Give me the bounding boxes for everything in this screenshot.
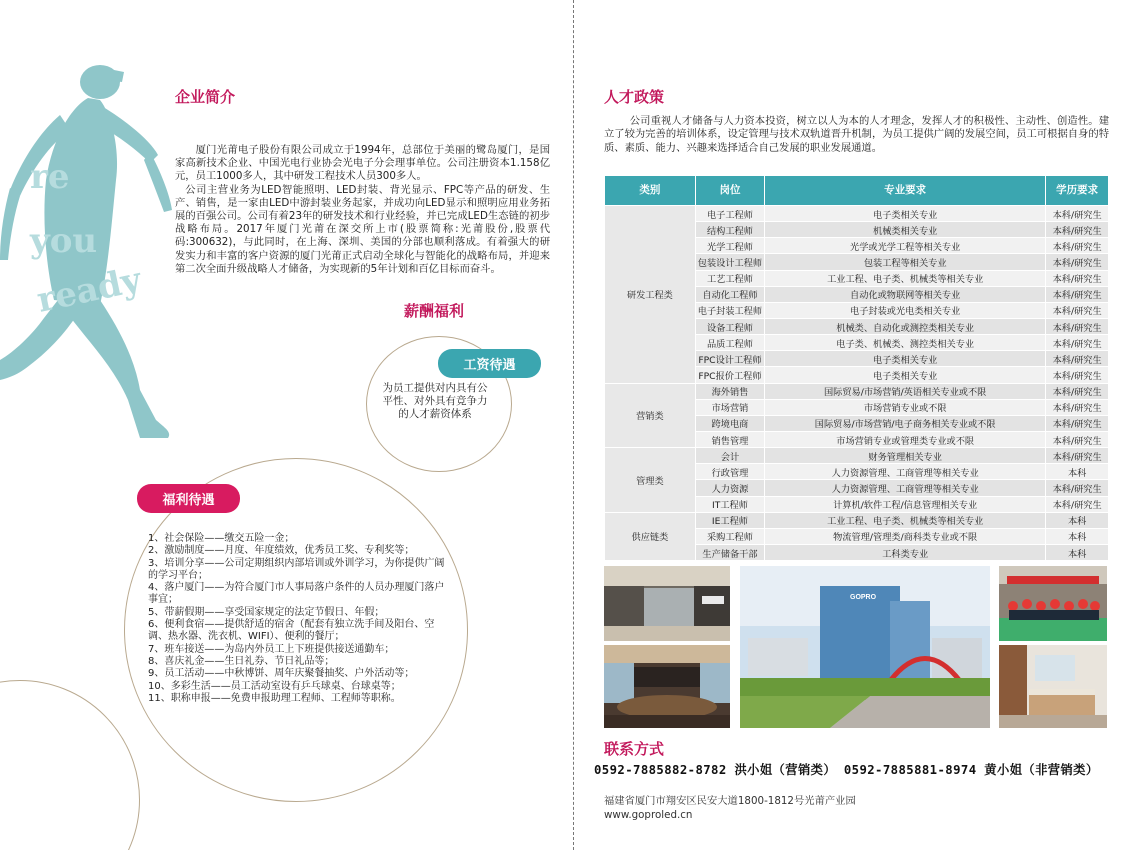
runner-silhouette bbox=[0, 60, 180, 445]
table-cell-position: 结构工程师 bbox=[695, 222, 764, 238]
table-cell-position: 品质工程师 bbox=[695, 335, 764, 351]
table-cell-education: 本科/研究生 bbox=[1046, 399, 1109, 415]
runner-letter-re: re bbox=[30, 157, 70, 197]
website-link[interactable]: www.goproled.cn bbox=[604, 808, 693, 821]
welfare-item: 10、多彩生活——员工活动室设有乒乓球桌、台球桌等； bbox=[148, 680, 401, 692]
table-cell-major: 电子类相关专业 bbox=[765, 351, 1046, 367]
table-cell-education: 本科/研究生 bbox=[1046, 286, 1109, 302]
intro-paragraph-1: 厦门光莆电子股份有限公司成立于1994年，总部位于美丽的鹭岛厦门，是国家高新技术企业、中国光电行业协会光电子分会理事单位。公司注册资本1.158亿元，员工1000多人，其中研发工程技术人员300多人。 bbox=[175, 144, 550, 183]
table-cell-education: 本科/研究生 bbox=[1046, 496, 1109, 512]
welfare-item: 6、便利食宿——提供舒适的宿舍（配套有独立洗手间及阳台、空调、热水器、洗衣机、WIFI）、便利的餐厅； bbox=[148, 619, 435, 643]
table-cell-education: 本科/研究生 bbox=[1046, 270, 1109, 286]
table-cell-position: IT工程师 bbox=[695, 496, 764, 512]
table-cell-major: 国际贸易/市场营销/英语相关专业或不限 bbox=[765, 383, 1046, 399]
fold-line bbox=[573, 0, 574, 850]
bottom-left-ring bbox=[0, 680, 140, 850]
photo-dormitory bbox=[999, 645, 1107, 728]
table-cell-category: 供应链类 bbox=[605, 512, 696, 560]
table-cell-position: 自动化工程师 bbox=[695, 286, 764, 302]
table-cell-position: 人力资源 bbox=[695, 480, 764, 496]
table-cell-major: 工科类专业 bbox=[765, 544, 1046, 560]
table-cell-position: 电子封装工程师 bbox=[695, 302, 764, 318]
table-cell-education: 本科/研究生 bbox=[1046, 302, 1109, 318]
table-cell-education: 本科/研究生 bbox=[1046, 431, 1109, 447]
runner-letter-you: you bbox=[30, 221, 98, 261]
header-education: 学历要求 bbox=[1046, 176, 1109, 206]
table-cell-major: 电子类相关专业 bbox=[765, 367, 1046, 383]
address-block bbox=[604, 795, 856, 822]
photo-headquarters-building bbox=[740, 566, 990, 728]
building-sign: GOPRO bbox=[850, 594, 877, 601]
runner-letter-ready: ready bbox=[33, 259, 145, 321]
table-cell-major: 市场营销专业或不限 bbox=[765, 399, 1046, 415]
table-cell-education: 本科 bbox=[1046, 528, 1109, 544]
table-row bbox=[605, 512, 1109, 528]
table-cell-major: 市场营销专业或管理类专业或不限 bbox=[765, 431, 1046, 447]
table-cell-position: 包装设计工程师 bbox=[695, 254, 764, 270]
table-cell-education: 本科/研究生 bbox=[1046, 415, 1109, 431]
welfare-item: 4、落户厦门——为符合厦门市人事局落户条件的人员办理厦门落户事宜； bbox=[148, 582, 445, 606]
table-cell-category: 营销类 bbox=[605, 383, 696, 448]
welfare-item: 5、带薪假期——享受国家规定的法定节假日、年假； bbox=[148, 606, 385, 618]
table-cell-major: 人力资源管理、工商管理等相关专业 bbox=[765, 464, 1046, 480]
contact-title: 联系方式 bbox=[604, 740, 665, 758]
table-cell-major: 机械类、自动化或测控类相关专业 bbox=[765, 318, 1046, 334]
header-major: 专业要求 bbox=[765, 176, 1046, 206]
table-cell-education: 本科/研究生 bbox=[1046, 448, 1109, 464]
table-row bbox=[605, 206, 1109, 222]
intro-title: 企业简介 bbox=[175, 88, 236, 106]
table-cell-education: 本科/研究生 bbox=[1046, 480, 1109, 496]
table-cell-position: 工艺工程师 bbox=[695, 270, 764, 286]
table-cell-education: 本科 bbox=[1046, 544, 1109, 560]
table-cell-education: 本科/研究生 bbox=[1046, 335, 1109, 351]
table-row bbox=[605, 383, 1109, 399]
welfare-list bbox=[148, 533, 448, 705]
jobs-table bbox=[604, 175, 1109, 561]
address: 福建省厦门市翔安区民安大道1800-1812号光莆产业园 bbox=[604, 795, 856, 807]
benefits-title: 薪酬福利 bbox=[404, 302, 465, 320]
policy-title: 人才政策 bbox=[604, 88, 665, 106]
welfare-item: 1、社会保险——缴交五险一金； bbox=[148, 533, 295, 544]
table-cell-education: 本科/研究生 bbox=[1046, 206, 1109, 222]
table-cell-education: 本科 bbox=[1046, 512, 1109, 528]
table-cell-major: 财务管理相关专业 bbox=[765, 448, 1046, 464]
salary-text: 为员工提供对内具有公平性、对外具有竞争力的人才薪资体系 bbox=[382, 382, 488, 420]
photo-office-lobby bbox=[604, 566, 730, 641]
table-cell-position: 市场营销 bbox=[695, 399, 764, 415]
welfare-pill: 福利待遇 bbox=[137, 484, 240, 513]
table-cell-major: 国际贸易/市场营销/电子商务相关专业或不限 bbox=[765, 415, 1046, 431]
salary-pill: 工资待遇 bbox=[438, 349, 541, 378]
table-cell-education: 本科/研究生 bbox=[1046, 383, 1109, 399]
photo-meeting-room bbox=[604, 645, 730, 728]
table-cell-position: IE工程师 bbox=[695, 512, 764, 528]
intro-paragraph-2: 公司主营业务为LED智能照明、LED封装、背光显示、FPC等产品的研发、生产、销售，是一家由LED中游封装业务起家，并成功向LED显示和照明应用业务拓展的百强公司。公司有着23年的研发技术和行业经验，并已完成LED生态链的初步战略布局。2017年厦门光莆在深交所上市(股票简称:光莆股份,股票代码:300632)，与此同时，在上海、深圳、美国的分部也顺利落成。有着强大的研发实力和丰富的客户资源的厦门光莆正式启动全球化与智能化的战略布局，并迎来第二次全面升级战略人才储备，为实现新的5年计划和百亿目标而奋斗。 bbox=[175, 183, 550, 275]
table-cell-position: 光学工程师 bbox=[695, 238, 764, 254]
table-cell-education: 本科/研究生 bbox=[1046, 254, 1109, 270]
table-cell-position: 会计 bbox=[695, 448, 764, 464]
table-cell-position: 设备工程师 bbox=[695, 318, 764, 334]
table-cell-position: 行政管理 bbox=[695, 464, 764, 480]
table-cell-major: 包装工程等相关专业 bbox=[765, 254, 1046, 270]
table-cell-major: 机械类相关专业 bbox=[765, 222, 1046, 238]
welfare-item: 9、员工活动——中秋博饼、周年庆聚餐抽奖、户外活动等； bbox=[148, 668, 415, 680]
header-position: 岗位 bbox=[695, 176, 764, 206]
table-row bbox=[605, 448, 1109, 464]
table-cell-education: 本科/研究生 bbox=[1046, 367, 1109, 383]
table-cell-major: 光学或光学工程等相关专业 bbox=[765, 238, 1046, 254]
table-cell-position: 生产储备干部 bbox=[695, 544, 764, 560]
table-cell-major: 电子类、机械类、测控类相关专业 bbox=[765, 335, 1046, 351]
table-cell-education: 本科/研究生 bbox=[1046, 222, 1109, 238]
table-cell-major: 电子类相关专业 bbox=[765, 206, 1046, 222]
welfare-item: 3、培训分享——公司定期组织内部培训或外训学习，为你提供广阔的学习平台； bbox=[148, 557, 445, 581]
table-cell-education: 本科/研究生 bbox=[1046, 238, 1109, 254]
table-cell-education: 本科 bbox=[1046, 464, 1109, 480]
photo-team-event bbox=[999, 566, 1107, 641]
table-cell-category: 管理类 bbox=[605, 448, 696, 513]
table-cell-position: 跨境电商 bbox=[695, 415, 764, 431]
table-cell-education: 本科/研究生 bbox=[1046, 318, 1109, 334]
table-cell-major: 工业工程、电子类、机械类等相关专业 bbox=[765, 270, 1046, 286]
table-cell-position: 电子工程师 bbox=[695, 206, 764, 222]
table-cell-position: 销售管理 bbox=[695, 431, 764, 447]
table-cell-category: 研发工程类 bbox=[605, 206, 696, 384]
table-cell-major: 工业工程、电子类、机械类等相关专业 bbox=[765, 512, 1046, 528]
jobs-table-header bbox=[605, 176, 1109, 206]
table-cell-major: 计算机/软件工程/信息管理相关专业 bbox=[765, 496, 1046, 512]
table-cell-position: 海外销售 bbox=[695, 383, 764, 399]
contact-phones: 0592-7885882-8782 洪小姐（营销类） 0592-7885881-8974 黄小姐（非营销类） bbox=[594, 763, 1099, 777]
intro-body bbox=[175, 144, 550, 276]
header-category: 类别 bbox=[605, 176, 696, 206]
table-cell-position: FPC报价工程师 bbox=[695, 367, 764, 383]
table-cell-position: FPC设计工程师 bbox=[695, 351, 764, 367]
policy-text: 公司重视人才储备与人力资本投资，树立以人为本的人才理念，发挥人才的积极性、主动性、创造性。建立了较为完善的培训体系，设定管理与技术双轨道晋升机制，为员工提供广阔的发展空间，员工可根据自身的特质、素质、能力、兴趣来选择适合自己发展的职业发展通道。 bbox=[604, 115, 1109, 154]
table-cell-major: 自动化或物联网等相关专业 bbox=[765, 286, 1046, 302]
table-cell-major: 电子封装或光电类相关专业 bbox=[765, 302, 1046, 318]
welfare-item: 7、班车接送——为岛内外员工上下班提供接送通勤车； bbox=[148, 643, 395, 655]
table-cell-position: 采购工程师 bbox=[695, 528, 764, 544]
table-cell-major: 物流管理/管理类/商科类专业或不限 bbox=[765, 528, 1046, 544]
welfare-item: 2、激励制度——月度、年度绩效，优秀员工奖、专利奖等； bbox=[148, 545, 415, 557]
jobs-table-body bbox=[605, 206, 1109, 561]
table-cell-education: 本科/研究生 bbox=[1046, 351, 1109, 367]
table-cell-major: 人力资源管理、工商管理等相关专业 bbox=[765, 480, 1046, 496]
welfare-item: 11、职称申报——免费申报助理工程师、工程师等职称。 bbox=[148, 692, 401, 704]
welfare-item: 8、喜庆礼金——生日礼券、节日礼品等； bbox=[148, 655, 335, 667]
